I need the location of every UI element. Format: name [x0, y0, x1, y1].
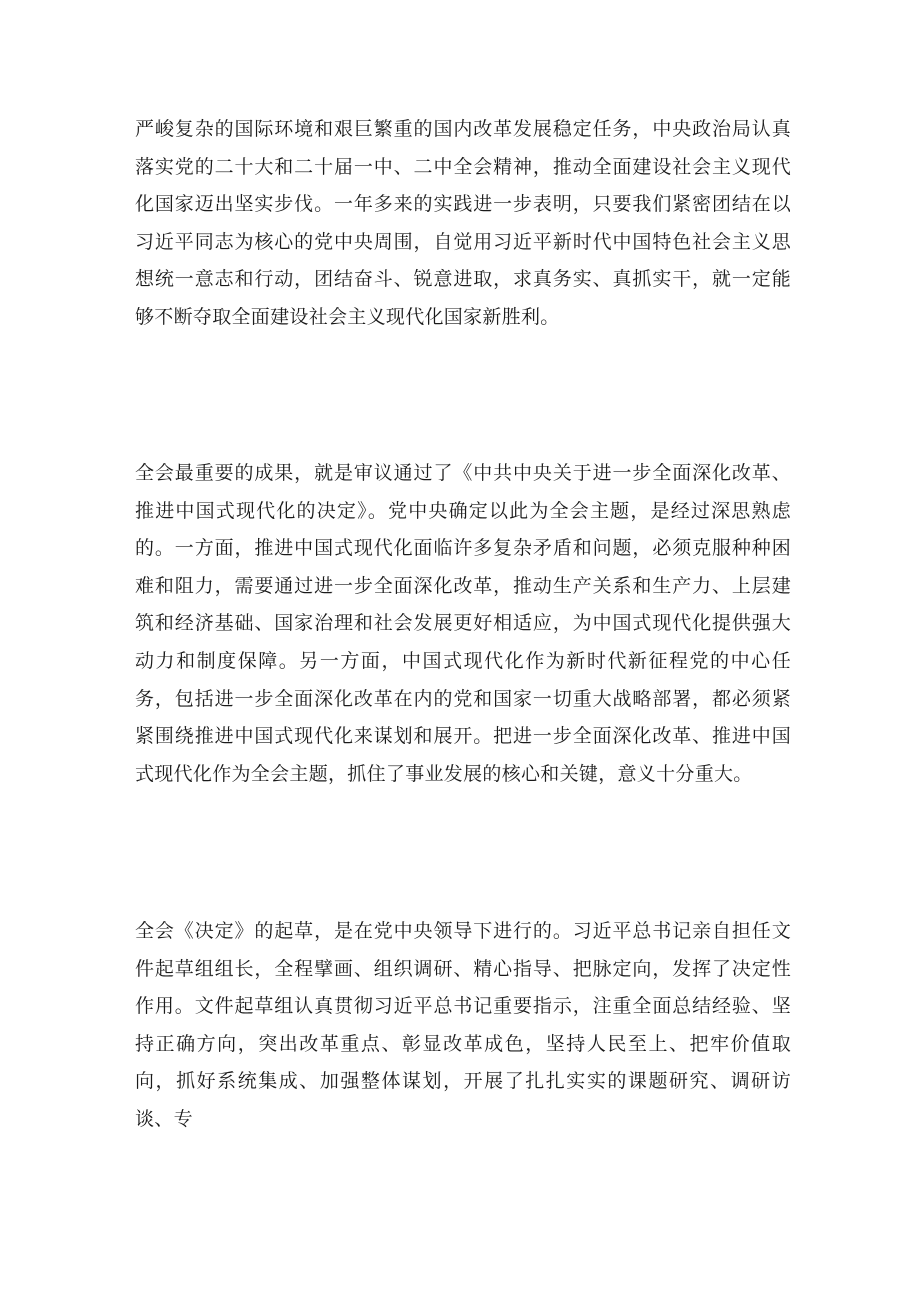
- paragraph-3: 全会《决定》的起草，是在党中央领导下进行的。习近平总书记亲自担任文件起草组组长，全程擘画、组织调研、精心指导、把脉定向，发挥了决定性作用。文件起草组认真贯彻习近平总书记重要指示，注重全面总结经验、坚持正确方向，突出改革重点、彰显改革成色，坚持人民至上、把牢价值取向，抓好系统集成、加强整体谋划，开展了扎扎实实的课题研究、调研访谈、专: [135, 920, 791, 1130]
- paragraph-2: 全会最重要的成果，就是审议通过了《中共中央关于进一步全面深化改革、推进中国式现代化的决定》。党中央确定以此为全会主题，是经过深思熟虑的。一方面，推进中国式现代化面临许多复杂矛盾和问题，必须克服种种困难和阻力，需要通过进一步全面深化改革，推动生产关系和生产力、上层建筑和经济基础、国家治理和社会发展更好相适应，为中国式现代化提供强大动力和制度保障。另一方面，中国式现代化作为新时代新征程党的中心任务，包括进一步全面深化改革在内的党和国家一切重大战略部署，都必须紧紧围绕推进中国式现代化来谋划和展开。把进一步全面深化改革、推进中国式现代化作为全会主题，抓住了事业发展的核心和关键，意义十分重大。: [135, 462, 791, 785]
- paragraph-1: 严峻复杂的国际环境和艰巨繁重的国内改革发展稳定任务，中央政治局认真落实党的二十大和二十届一中、二中全会精神，推动全面建设社会主义现代化国家迈出坚实步伐。一年多来的实践进一步表明，只要我们紧密团结在以习近平同志为核心的党中央周围，自觉用习近平新时代中国特色社会主义思想统一意志和行动，团结奋斗、锐意进取，求真务实、真抓实干，就一定能够不断夺取全面建设社会主义现代化国家新胜利。: [135, 118, 791, 328]
